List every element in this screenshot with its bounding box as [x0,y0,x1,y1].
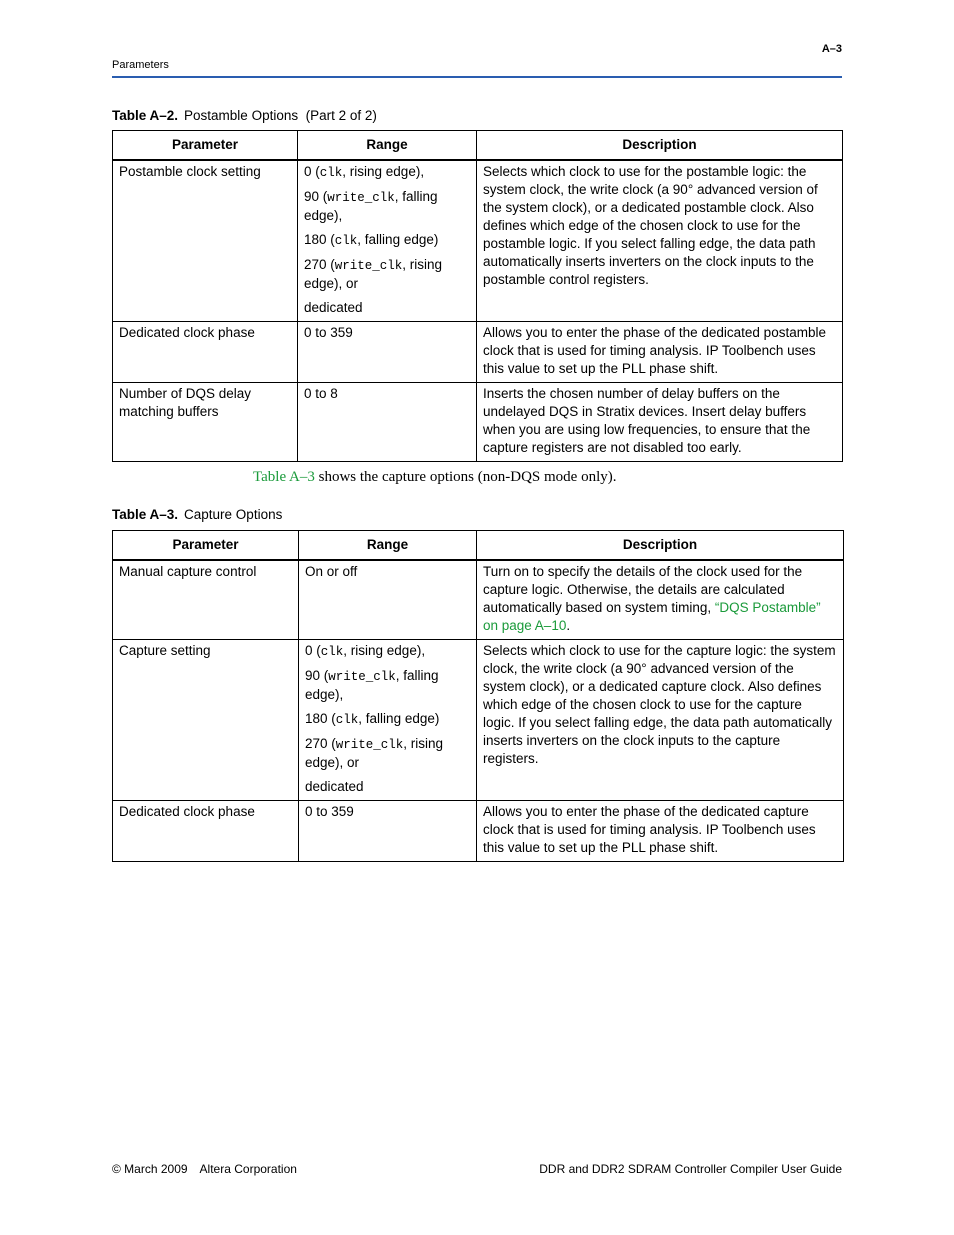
parameter-cell: Manual capture control [113,560,299,640]
table-a2-header-row [113,131,843,161]
clock-signal-name: clk [320,645,344,659]
range-option [304,188,470,225]
footer-company: Altera Corporation [199,1162,297,1176]
range-option [304,163,470,182]
description-cell [477,560,844,640]
table-a3-caption-label: Table A–3. [112,507,179,522]
table-row [113,801,844,862]
range-option-text: , falling edge), [304,189,438,223]
description-cell [477,640,844,801]
range-option-text: dedicated [305,779,364,794]
table-a3-header-row [113,531,844,561]
range-option [305,735,470,772]
clock-signal-name: write_clk [327,191,395,205]
column-header-parameter: Parameter [113,131,298,161]
description-text: . [566,618,571,633]
column-header-description: Description [477,131,843,161]
page-number: A–3 [821,43,842,55]
description-text: Allows you to enter the phase of the dedicated postamble clock that is used for timing analysis. IP Toolbench uses this value to set up the PLL phase shift. [483,325,826,376]
description-text: Selects which clock to use for the capture logic: the system clock, the write clock (a 90° advanced version of the system clock), or a dedicated capture clock. Also defines which edge of the chosen clock to use for the capture logic. If you select falling edge, the data path automatically inserts inverters on the clock inputs to the capture registers. [483,643,836,766]
range-cell [299,560,477,640]
range-cell [299,640,477,801]
column-header-description: Description [477,531,844,561]
description-text: Selects which clock to use for the postamble logic: the system clock, the write clock (a 90° advanced version of the system clock), or a dedicated postamble clock. Also defines which edge of the chosen clock to use for the postamble logic. If you select falling edge, the data path automatically inserts inverters on the clock inputs to the postamble control registers. [483,164,818,287]
footer-copyright: © March 2009 [112,1162,188,1176]
range-option [305,667,470,704]
header-rule [112,76,842,78]
parameter-cell: Postamble clock setting [113,160,298,322]
table-a2-caption-label: Table A–2. [112,108,179,123]
parameter-cell: Capture setting [113,640,299,801]
range-option-text: 270 ( [305,736,336,751]
table-a2-caption-title: Postamble Options (Part 2 of 2) [184,108,377,123]
range-option [304,231,470,250]
range-option-text: 180 ( [305,711,336,726]
range-option [305,803,470,821]
range-option-text: On or off [305,564,358,579]
range-option [304,385,470,403]
clock-signal-name: write_clk [328,670,396,684]
table-a3-cross-reference-link[interactable]: Table A–3 [253,469,315,485]
range-option-text: 90 ( [305,668,329,683]
range-option-text: , rising edge), or [304,257,443,291]
range-option [305,642,470,661]
parameter-cell: Dedicated clock phase [113,801,299,862]
description-cell [477,160,843,322]
range-option-text: 0 to 359 [305,804,354,819]
range-cell [298,322,477,383]
intro-paragraph [253,469,617,486]
parameter-cell: Dedicated clock phase [113,322,298,383]
column-header-range: Range [298,131,477,161]
column-header-parameter: Parameter [113,531,299,561]
range-option-text: , falling edge) [358,711,440,726]
range-option-text: , rising edge), or [305,736,444,770]
description-text: Turn on to specify the details of the clock used for the capture logic. Otherwise, the details are calculated automatically based on system timing, [483,564,803,615]
table-a3-caption [112,507,282,522]
range-cell [299,801,477,862]
range-option-text: , rising edge), [342,164,425,179]
table-a2-caption [112,108,377,123]
table-row [113,322,843,383]
range-option-text: , falling edge), [305,668,439,702]
range-option-text: , falling edge) [357,232,439,247]
clock-signal-name: clk [334,234,358,248]
range-option [305,778,470,796]
footer-left [112,1162,297,1176]
range-option-text: 0 ( [305,643,321,658]
range-option-text: , rising edge), [343,643,426,658]
range-option [304,324,470,342]
description-cell [477,801,844,862]
range-cell [298,160,477,322]
range-option [304,256,470,293]
range-option-text: 0 to 359 [304,325,353,340]
range-option-text: dedicated [304,300,363,315]
footer-document-title: DDR and DDR2 SDRAM Controller Compiler User Guide [539,1162,842,1176]
range-option-text: 180 ( [304,232,335,247]
table-row [113,160,843,322]
table-a3 [112,530,844,862]
range-option [305,710,470,729]
range-option-text: 90 ( [304,189,328,204]
description-cell [477,322,843,383]
dqs-postamble-cross-reference-link[interactable]: “DQS Postamble” on page A–10 [483,600,821,633]
clock-signal-name: write_clk [334,259,403,273]
table-a2 [112,130,843,462]
description-text: Allows you to enter the phase of the dedicated capture clock that is used for timing analysis. IP Toolbench uses this value to set up the PLL phase shift. [483,804,816,855]
intro-paragraph-text: shows the capture options (non-DQS mode only). [314,469,617,485]
table-row [113,560,844,640]
range-option-text: 0 ( [304,164,320,179]
range-cell [298,383,477,462]
table-a3-caption-title: Capture Options [184,507,283,522]
range-option [305,563,470,581]
column-header-range: Range [299,531,477,561]
table-row [113,383,843,462]
table-a2-body [113,160,843,462]
clock-signal-name: clk [319,166,343,180]
range-option [304,299,470,317]
parameter-cell: Number of DQS delay matching buffers [113,383,298,462]
running-header-section: Parameters [112,59,169,71]
description-cell [477,383,843,462]
clock-signal-name: write_clk [335,738,404,752]
clock-signal-name: clk [335,713,359,727]
range-option-text: 270 ( [304,257,335,272]
table-a3-body [113,560,844,862]
range-option-text: 0 to 8 [304,386,338,401]
table-row [113,640,844,801]
description-text: Inserts the chosen number of delay buffers on the undelayed DQS in Stratix devices. Insert delay buffers when you are using low frequencies, to ensure that the capture registers are not disabled too early. [483,386,811,455]
